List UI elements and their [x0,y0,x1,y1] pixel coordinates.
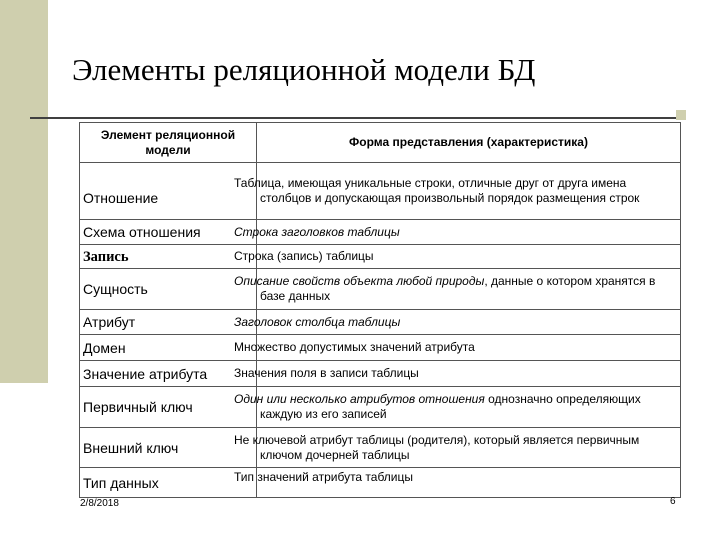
table-row [80,387,681,428]
table-row [80,468,681,498]
term-cell: Внешний ключ [80,428,257,468]
relational-model-table [79,122,681,498]
table-row [80,335,681,361]
term-cell: Запись [80,245,257,269]
term-cell: Домен [80,335,257,361]
table-row [80,163,681,220]
term-cell: Атрибут [80,310,257,335]
definition-cell: Не ключевой атрибут таблицы (родителя), который является первичным ключом дочерней таблицы [257,428,681,468]
title-underline [30,117,685,119]
table-row [80,220,681,245]
definition-cell: Строка заголовков таблицы [257,220,681,245]
term-cell: Схема отношения [80,220,257,245]
definition-cell: Один или несколько атрибутов отношения однозначно определяющих каждую из его записей [257,387,681,428]
table-row [80,269,681,310]
corner-accent-square [676,110,686,120]
definition-cell: Таблица, имеющая уникальные строки, отличные друг от друга имена столбцов и допускающая произвольный порядок размещения строк [257,163,681,220]
term-cell: Первичный ключ [80,387,257,428]
definition-cell: Множество допустимых значений атрибута [257,335,681,361]
term-cell: Отношение [80,163,257,220]
definition-cell: Строка (запись) таблицы [257,245,681,269]
term-cell: Значение атрибута [80,361,257,387]
term-cell: Тип данных [80,468,257,498]
table-row [80,310,681,335]
definition-cell: Заголовок столбца таблицы [257,310,681,335]
definition-cell: Значения поля в записи таблицы [257,361,681,387]
table-header-row [80,123,681,163]
side-accent-bar [0,0,48,383]
definition-cell: Описание свойств объекта любой природы, данные о котором хранятся в базе данных [257,269,681,310]
table-row [80,361,681,387]
definition-cell: Тип значений атрибута таблицы [257,468,681,498]
table-row [80,428,681,468]
table-row [80,245,681,269]
header-element: Элемент реляционной модели [80,123,257,163]
term-cell: Сущность [80,269,257,310]
header-form: Форма представления (характеристика) [257,123,681,163]
slide-date: 2/8/2018 [80,498,119,509]
page-title: Элементы реляционной модели БД [72,52,536,87]
page-number: 6 [670,496,676,507]
